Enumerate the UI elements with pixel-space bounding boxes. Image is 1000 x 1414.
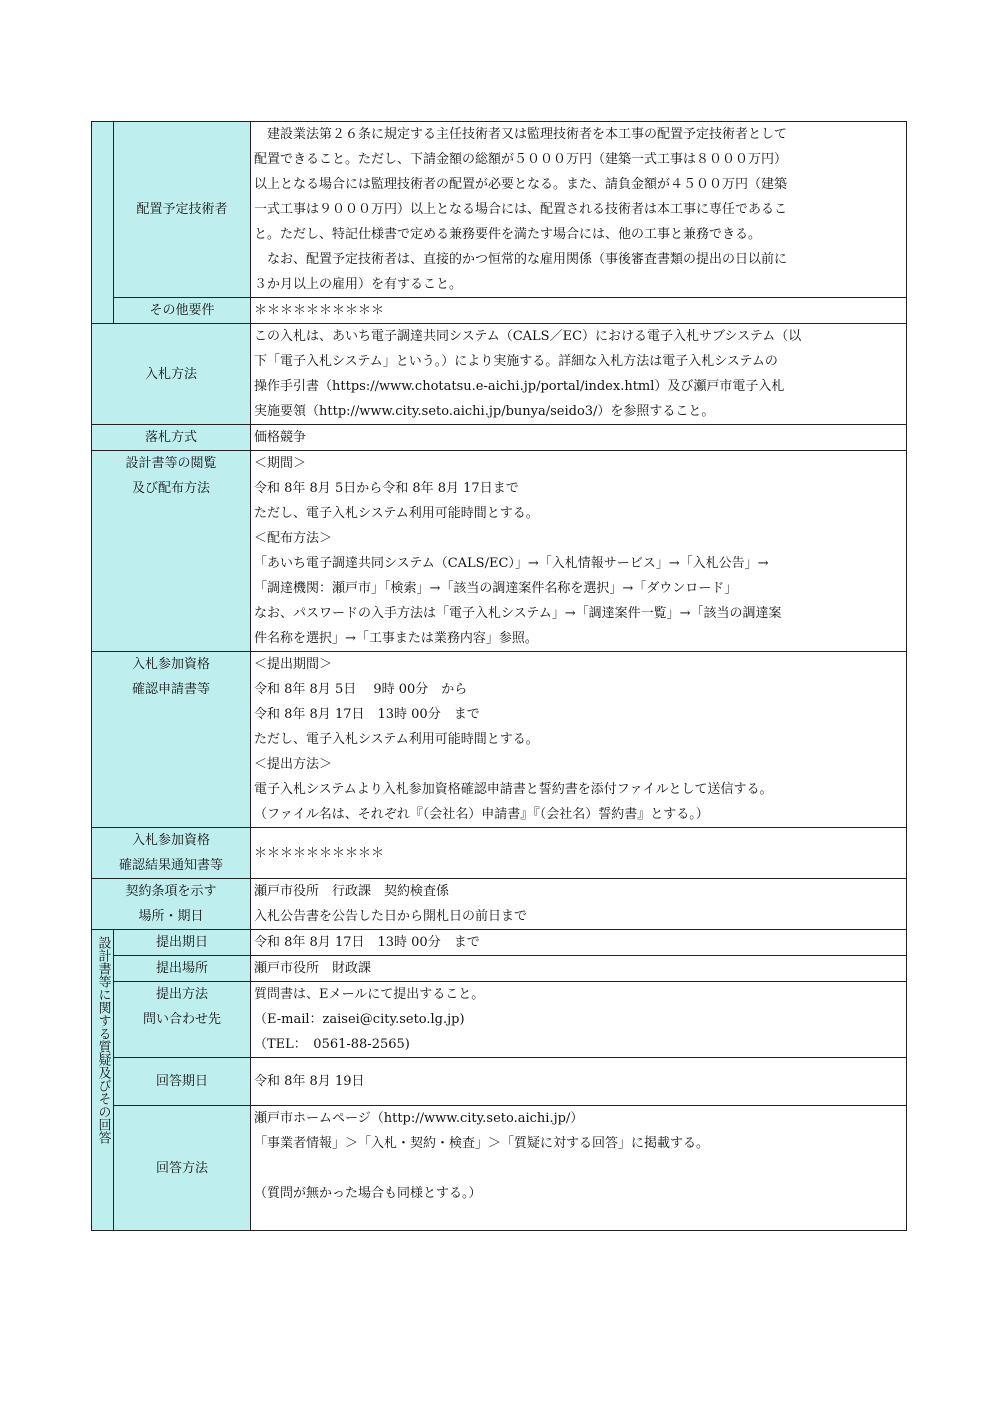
application-content (251, 652, 907, 828)
text-line (254, 1156, 903, 1181)
award-row (92, 425, 907, 451)
application-label (92, 652, 251, 828)
contract-label (92, 879, 251, 930)
text-line: 配置できること。ただし、下請金額の総額が５０００万円（建築一式工事は８０００万円） (254, 152, 788, 167)
contract-content (251, 879, 907, 930)
distribution-row (92, 451, 907, 652)
question-deadline-row (92, 930, 907, 956)
question-deadline-label: 提出期日 (114, 930, 251, 956)
text-line: 入札公告書を公告した日から開札日の前日まで (254, 909, 528, 924)
award-label: 落札方式 (92, 425, 251, 451)
result-notice-row (92, 828, 907, 879)
distribution-label (92, 451, 251, 652)
text-line: 操作手引書（https://www.chotatsu.e-aichi.jp/portal/index.html）及び瀬戸市電子入札 (254, 379, 785, 394)
text-line: なお、配置予定技術者は、直接的かつ恒常的な雇用関係（事後審査書類の提出の日以前に (267, 252, 788, 267)
other-value: ＊＊＊＊＊＊＊＊＊＊ (251, 298, 907, 324)
distribution-content (251, 451, 907, 652)
label-line: 確認申請書等 (131, 682, 210, 697)
label-line: 確認結果通知書等 (118, 858, 223, 873)
question-method-row (92, 982, 907, 1058)
answer-date-row (92, 1058, 907, 1106)
text-line: 令和 8年 8月 5日から令和 8年 8月 17日まで (254, 481, 519, 496)
answer-date-value: 令和 8年 8月 19日 (251, 1058, 907, 1106)
text-line: 実施要領（http://www.city.seto.aichi.jp/bunya/seido3/）を参照すること。 (254, 404, 715, 419)
question-method-label (114, 982, 251, 1058)
text-line: 一式工事は９０００万円）以上となる場合には、配置される技術者は本工事に専任であるこ (254, 202, 788, 217)
qualification-side-bar (92, 122, 114, 324)
engineer-label: 配置予定技術者 (114, 122, 251, 298)
label-line: 及び配布方法 (131, 481, 210, 496)
text-line: この入札は、あいち電子調達共同システム（CALS／EC）における電子入札サブシステム（以 (254, 329, 802, 344)
text-line: ＜期間＞ (254, 456, 307, 471)
text-line: ＜提出期間＞ (254, 657, 333, 672)
text-line: 「あいち電子調達共同システム（CALS/EC）」→「入札情報サービス」→「入札公告」→ (254, 556, 769, 571)
result-notice-label (92, 828, 251, 879)
text-line: 質問書は、Eメールにて提出すること。 (254, 987, 485, 1002)
label-line: 問い合わせ先 (142, 1012, 221, 1027)
label-line: 入札参加資格 (131, 657, 210, 672)
text-line: ただし、電子入札システム利用可能時間とする。 (254, 732, 539, 747)
answer-method-content (251, 1106, 907, 1231)
text-line: ただし、電子入札システム利用可能時間とする。 (254, 506, 539, 521)
question-place-row (92, 956, 907, 982)
text-line: 令和 8年 8月 5日 9時 00分 から (254, 682, 468, 697)
bid-method-content (251, 324, 907, 425)
text-line: ３か月以上の雇用）を有すること。 (254, 277, 463, 292)
contract-row (92, 879, 907, 930)
text-line: 瀬戸市ホームページ（http://www.city.seto.aichi.jp/） (254, 1111, 584, 1126)
text-line: （TEL： 0561-88-2565) (254, 1037, 410, 1052)
text-line: 建設業法第２６条に規定する主任技術者又は監理技術者を本工事の配置予定技術者として (267, 127, 788, 142)
answer-method-row (92, 1106, 907, 1231)
text-line: （質問が無かった場合も同様とする。） (254, 1186, 482, 1201)
text-line: ＜提出方法＞ (254, 757, 333, 772)
result-notice-value: ＊＊＊＊＊＊＊＊＊＊ (251, 828, 907, 879)
text-line: 下「電子入札システム」という。）により実施する。詳細な入札方法は電子入札システムの (254, 354, 778, 369)
question-place-label: 提出場所 (114, 956, 251, 982)
text-line: と。ただし、特記仕様書で定める兼務要件を満たす場合には、他の工事と兼務できる。 (254, 227, 762, 242)
tender-conditions-table (91, 121, 907, 1231)
label-line: 入札参加資格 (131, 833, 210, 848)
answer-date-label: 回答期日 (114, 1058, 251, 1106)
application-row (92, 652, 907, 828)
text-line: 瀬戸市役所 行政課 契約検査係 (254, 884, 450, 899)
bid-method-row (92, 324, 907, 425)
questions-side-label (92, 930, 114, 1231)
question-place-value: 瀬戸市役所 財政課 (251, 956, 907, 982)
text-line: 令和 8年 8月 17日 13時 00分 まで (254, 707, 480, 722)
other-label: その他要件 (114, 298, 251, 324)
questions-side-text: 設計書等に関する質疑及びその回答 (95, 936, 111, 1144)
engineer-content (251, 122, 907, 298)
label-line: 設計書等の閲覧 (125, 456, 217, 471)
text-line: （E-mail：zaisei@city.seto.lg.jp) (254, 1012, 465, 1027)
answer-method-label: 回答方法 (114, 1106, 251, 1231)
label-line: 提出方法 (155, 987, 208, 1002)
bid-method-label: 入札方法 (92, 324, 251, 425)
engineer-row (92, 122, 907, 298)
question-method-content (251, 982, 907, 1058)
text-line: （ファイル名は、それぞれ『（会社名）申請書』『（会社名）誓約書』とする。） (254, 807, 709, 822)
text-line: 件名称を選択」→「工事または業務内容」参照。 (254, 631, 538, 646)
text-line: 以上となる場合には監理技術者の配置が必要となる。また、請負金額が４５００万円（建築 (254, 177, 788, 192)
other-row (92, 298, 907, 324)
text-line: 電子入札システムより入札参加資格確認申請書と誓約書を添付ファイルとして送信する。 (254, 782, 773, 797)
question-deadline-value: 令和 8年 8月 17日 13時 00分 まで (251, 930, 907, 956)
text-line: なお、パスワードの入手方法は「電子入札システム」→「調達案件一覧」→「該当の調達案 (254, 606, 782, 621)
label-line: 場所・期日 (138, 909, 204, 924)
text-line: 「調達機関：瀬戸市」「検索」→「該当の調達案件名称を選択」→「ダウンロード」 (254, 581, 738, 596)
text-line: ＜配布方法＞ (254, 531, 333, 546)
award-value: 価格競争 (251, 425, 907, 451)
text-line: 「事業者情報」＞「入札・契約・検査」＞「質疑に対する回答」に掲載する。 (254, 1136, 710, 1151)
label-line: 契約条項を示す (125, 884, 217, 899)
